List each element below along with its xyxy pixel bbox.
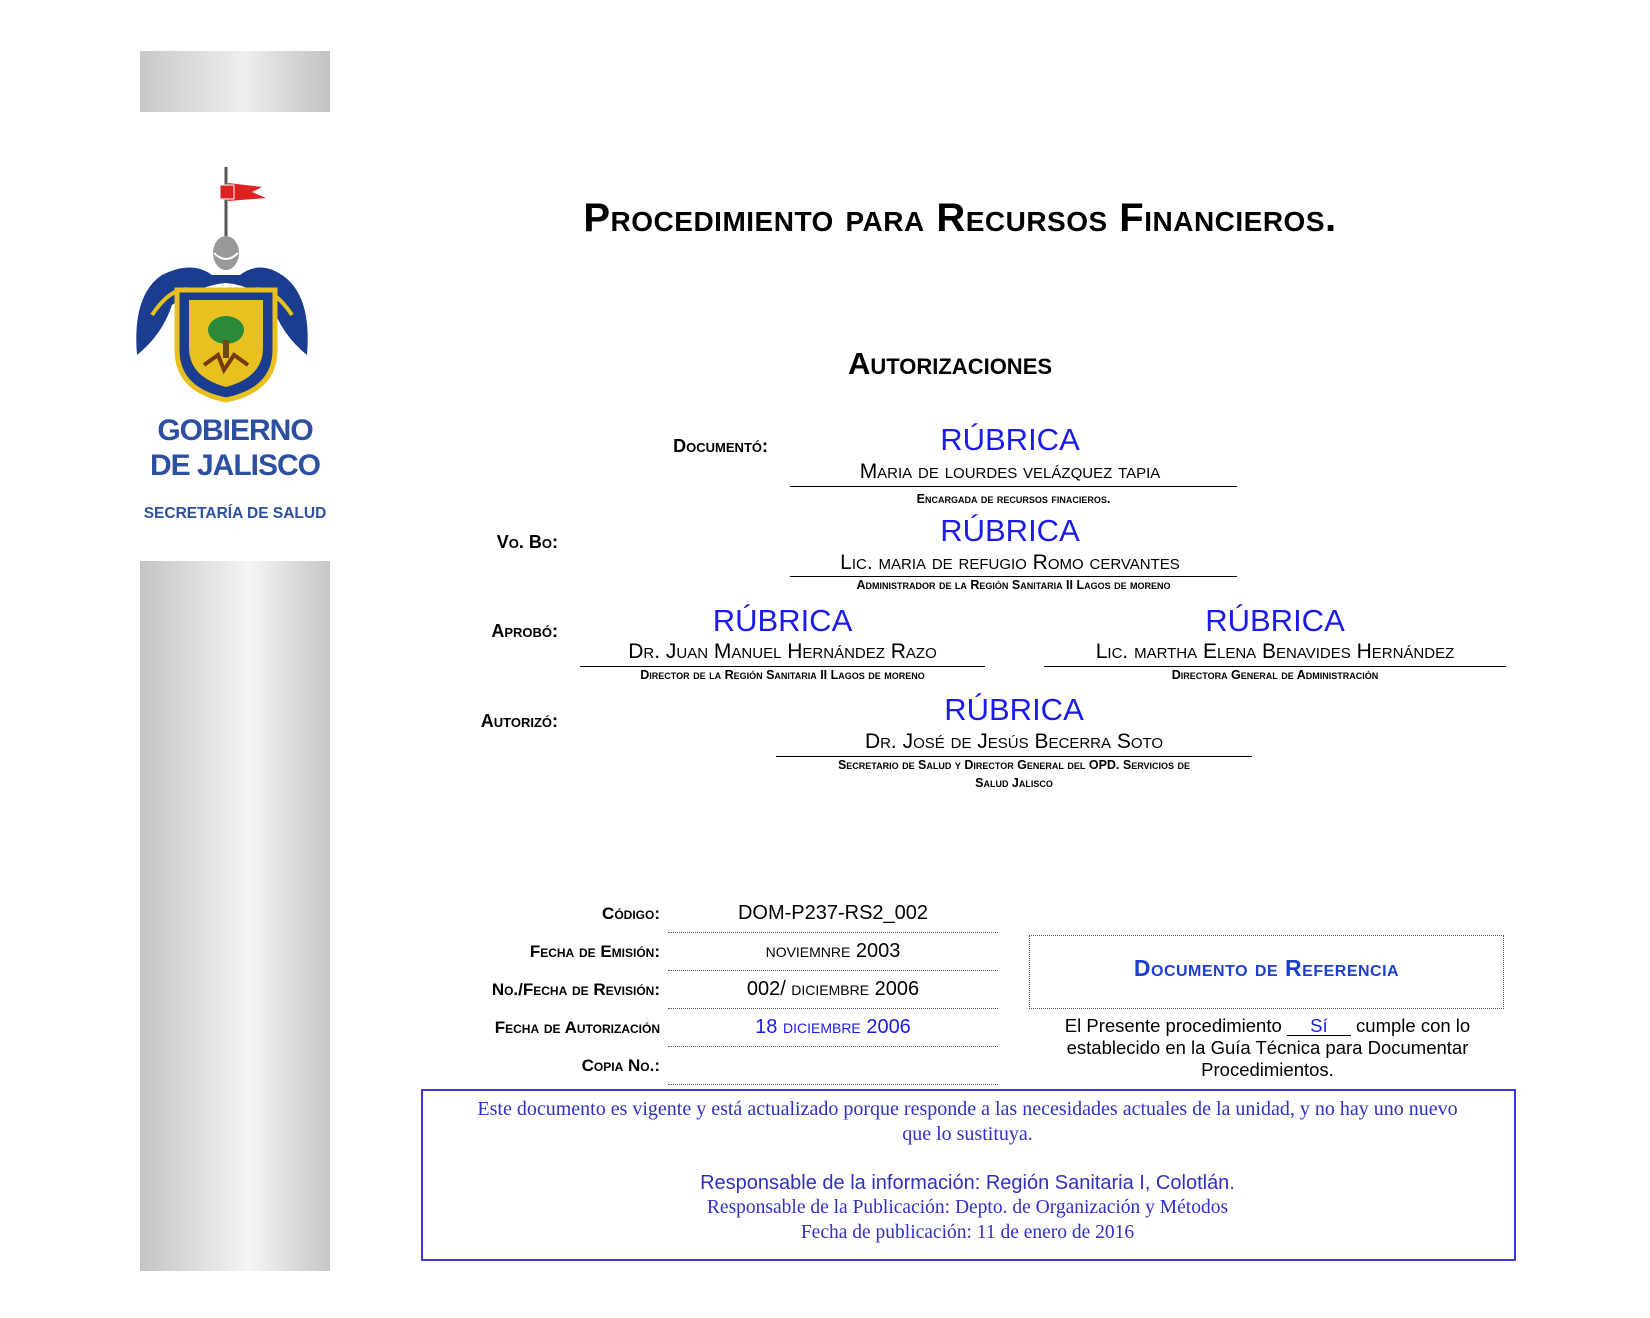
government-name-line1: GOBIERNO (157, 414, 313, 447)
position-autorizo-line2: Salud Jalisco (975, 776, 1053, 790)
info-line2: que lo sustituya. (902, 1123, 1033, 1145)
section-title: Autorizaciones (847, 346, 1053, 381)
name-documento: Maria de lourdes velázquez tapia (859, 460, 1161, 483)
name-aprobo-right: Lic. martha Elena Benavides Hernández (1095, 640, 1455, 663)
reference-note (1040, 1015, 1495, 1081)
field-divider (668, 970, 998, 971)
government-name-line2: DE JALISCO (149, 449, 321, 482)
position-aprobo-right: Directora General de Administración (1171, 668, 1379, 682)
signature-aprobo-left: RÚBRICA (712, 603, 853, 638)
emision-value: noviemnre 2003 (765, 940, 901, 962)
role-autorizo: Autorizó: (480, 711, 558, 731)
signature-line (790, 486, 1237, 487)
signature-autorizo: RÚBRICA (944, 692, 1084, 727)
info-line3: Responsable de la información: Región Sanitaria I, Colotlán. (700, 1172, 1235, 1194)
position-documento: Encargada de recursos finacieros. (916, 492, 1111, 506)
reference-line2: establecido en la Guía Técnica para Documentar (1066, 1037, 1469, 1058)
position-aprobo-left: Director de la Región Sanitaria II Lagos de moreno (640, 668, 925, 682)
reference-text-after: cumple con lo (1356, 1015, 1471, 1036)
autorizacion-value: 18 diciembre 2006 (755, 1016, 911, 1038)
jalisco-coat-of-arms-icon (132, 165, 312, 405)
emision-label: Fecha de Emisión: (529, 942, 660, 961)
name-autorizo: Dr. José de Jesús Becerra Soto (864, 730, 1164, 753)
reference-answer: Sí (1287, 1016, 1351, 1036)
name-vobo: Lic. maria de refugio Romo cervantes (840, 551, 1180, 574)
field-divider (668, 1084, 998, 1085)
page-title: Procedimiento para Recursos Financieros. (583, 196, 1337, 240)
position-vobo: Administrador de la Región Sanitaria II Lagos de moreno (856, 578, 1171, 592)
codigo-value: DOM-P237-RS2_002 (737, 902, 929, 924)
position-autorizo-line1: Secretario de Salud y Director General del OPD. Servicios de (837, 758, 1191, 772)
name-aprobo-left: Dr. Juan Manuel Hernández Razo (628, 640, 937, 663)
info-line4: Responsable de la Publicación: Depto. de Organización y Métodos (706, 1197, 1229, 1218)
revision-value: 002/ diciembre 2006 (746, 978, 920, 1000)
reference-title: Documento de Referencia (1133, 955, 1400, 981)
role-aprobo: Aprobó: (491, 621, 558, 641)
signature-aprobo-right: RÚBRICA (1205, 603, 1345, 638)
signature-vobo: RÚBRICA (940, 513, 1080, 548)
role-vobo: Vo. Bo: (496, 532, 558, 552)
role-documento: Documentó: (673, 436, 768, 456)
autorizacion-label: Fecha de Autorización (494, 1018, 660, 1037)
copia-label: Copia No.: (581, 1056, 660, 1075)
field-divider (668, 932, 998, 933)
reference-line3: Procedimientos. (1201, 1059, 1334, 1080)
field-divider (668, 1046, 998, 1047)
info-line1: Este documento es vigente y está actualizado porque responde a las necesidades actuales de la unidad, y no hay uno nuevo (477, 1098, 1458, 1120)
info-line5: Fecha de publicación: 11 de enero de 2016 (800, 1222, 1135, 1243)
field-divider (668, 1008, 998, 1009)
reference-text-before: El Presente procedimiento (1064, 1015, 1282, 1036)
sidebar-lower-bar (140, 561, 330, 1271)
signature-documento: RÚBRICA (940, 422, 1080, 457)
sidebar-top-bar (140, 51, 330, 112)
codigo-label: Código: (602, 904, 660, 923)
revision-label: No./Fecha de Revisión: (491, 980, 660, 999)
secretaria-label: SECRETARÍA DE SALUD (143, 505, 327, 522)
